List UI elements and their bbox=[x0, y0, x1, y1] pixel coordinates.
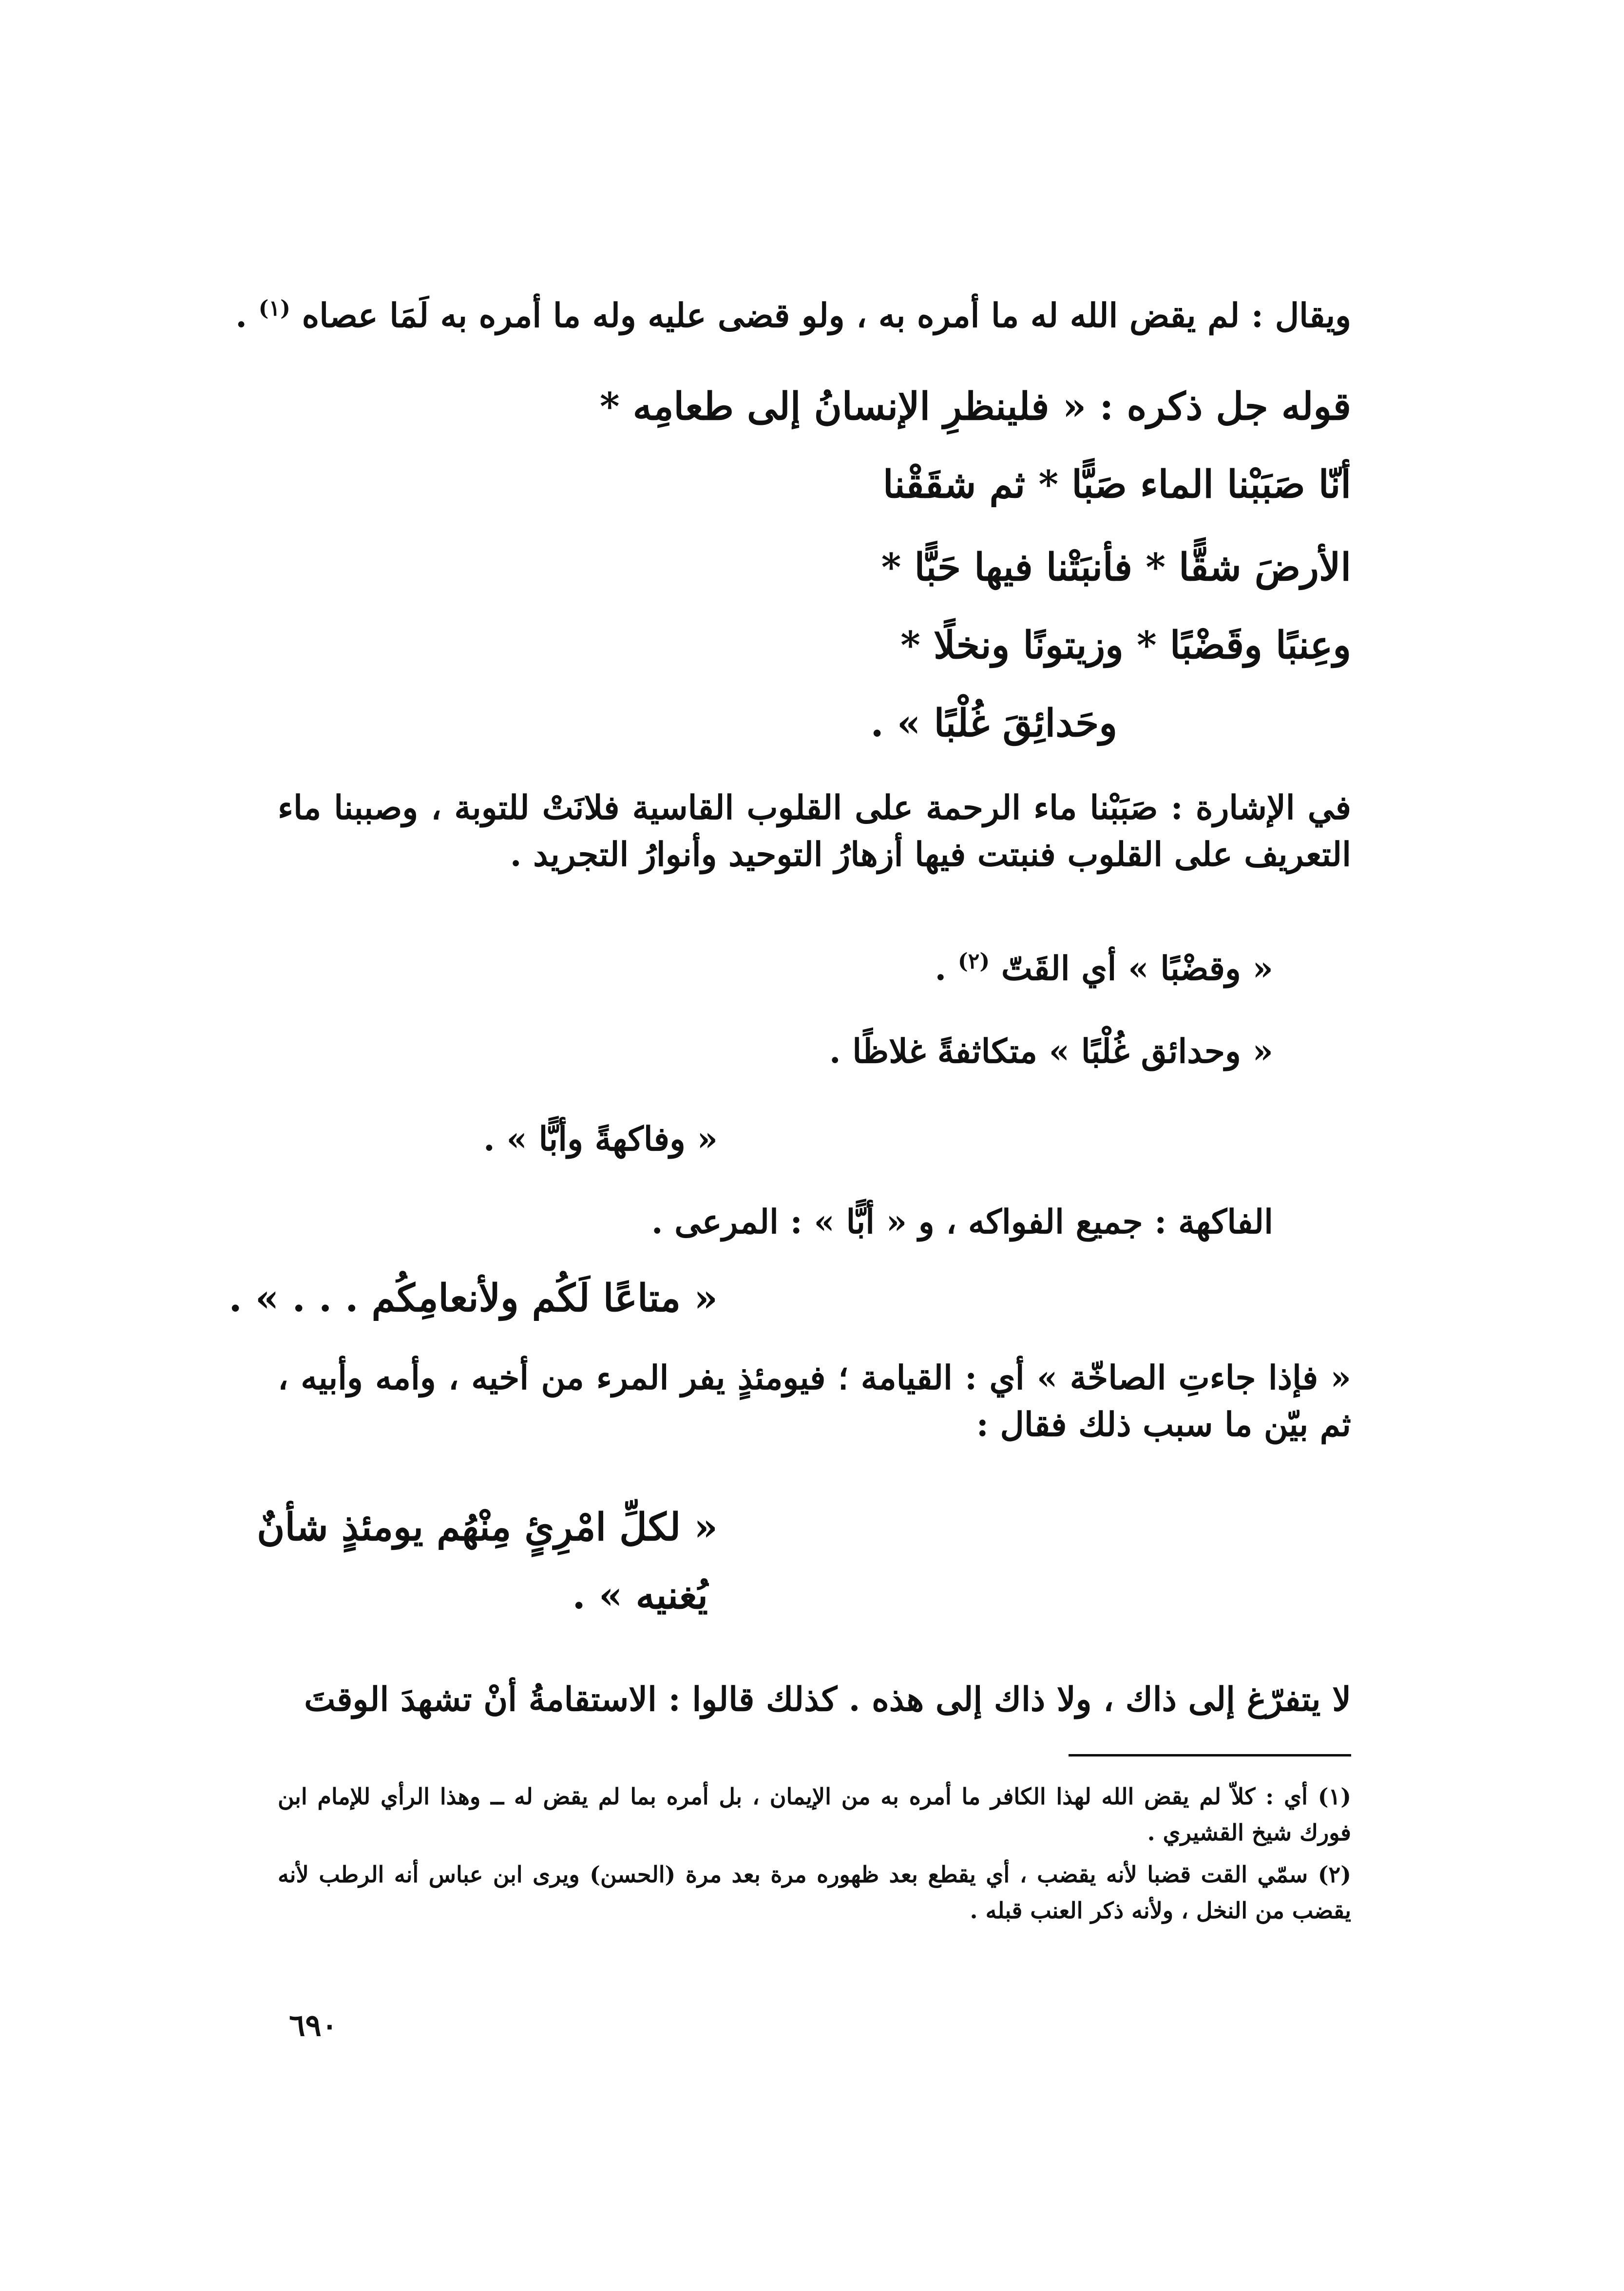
verse-line bbox=[600, 380, 1351, 434]
line-text: « وفاكهةً وأبًّا » . bbox=[483, 1120, 718, 1159]
verse-line bbox=[229, 1272, 718, 1325]
line-text: « لكلِّ امْرِئٍ مِنْهُم يومئذٍ شأنٌ bbox=[257, 1505, 718, 1549]
line-text: الأرضَ شقًّا * فأنبَتْنا فيها حَبًّا * bbox=[881, 545, 1351, 590]
line-text: لا يتفرّغ إلى ذاك ، ولا ذاك إلى هذه . كذلك قالوا : الاستقامةُ أنْ تشهدَ الوقتَ bbox=[304, 1680, 1351, 1719]
line-text: « متاعًا لَكُم ولأنعامِكُم . . . » . bbox=[229, 1276, 718, 1320]
line-text: وعِنبًا وقَضْبًا * وزيتونًا ونخلًا * bbox=[900, 623, 1351, 668]
line-text: الفاكهة : جميع الفواكه ، و « أبًّا » : المرعى . bbox=[651, 1203, 1273, 1241]
footnote bbox=[278, 1856, 1351, 1928]
verse-line bbox=[883, 458, 1351, 512]
text-line bbox=[235, 292, 1351, 339]
page-number: ٦٩٠ bbox=[289, 2007, 338, 2043]
line-text: ويقال : لم يقض الله له ما أمره به ، ولو قضى عليه وله ما أمره به لَمَا عصاه bbox=[302, 296, 1351, 335]
footnote-divider bbox=[1069, 1754, 1351, 1756]
line-text: « وقضْبًا » أي القَتّ bbox=[1001, 949, 1273, 988]
line-text-tail: . bbox=[935, 949, 947, 988]
line-text: قوله جل ذكره : « فلينظرِ الإنسانُ إلى طعامِه * bbox=[599, 384, 1351, 429]
line-text: وحَدائِقَ غُلْبًا » . bbox=[870, 701, 1117, 745]
paragraph-text: في الإشارة : صَبَبْنا ماء الرحمة على القلوب القاسية فلانَتْ للتوبة ، وصببنا ماء التعريف على القلوب فنبتت فيها أزهارُ التوحيد وأنوارُ التجريد . bbox=[278, 788, 1351, 874]
text-line bbox=[483, 1116, 718, 1163]
paragraph-text: « فإذا جاءتِ الصاخّة » أي : القيامة ؛ فيومئذٍ يفر المرء من أخيه ، وأمه وأبيه ، ثم بيّن ما سبب ذلك فقال : bbox=[278, 1358, 1351, 1444]
footnote bbox=[278, 1778, 1351, 1851]
line-text-tail: . bbox=[235, 296, 247, 335]
line-text: أنّا صَبَبْنا الماء صَبًّا * ثم شقَقْنا bbox=[882, 462, 1351, 507]
verse-line bbox=[573, 1569, 708, 1623]
line-text: يُغنيه » . bbox=[572, 1573, 708, 1618]
text-line bbox=[304, 1676, 1351, 1723]
verse-line bbox=[900, 619, 1351, 672]
line-text: « وحدائق غُلْبًا » متكاثفةً غلاظًا . bbox=[829, 1032, 1273, 1071]
text-line bbox=[829, 1028, 1273, 1075]
verse-line bbox=[870, 697, 1117, 750]
text-line bbox=[935, 945, 1273, 992]
footnote-text: (٢) سمّي القت قضبا لأنه يقضب ، أي يقطع بعد ظهوره مرة بعد مرة (الحسن) ويرى ابن عباس أنه الرطب لأنه يقضب من النخل ، ولأنه ذكر العنب قبله . bbox=[278, 1861, 1351, 1924]
footnote-ref: (١) bbox=[258, 296, 290, 321]
footnote-text: (١) أي : كلاّ لم يقض الله لهذا الكافر ما أمره به من الإيمان ، بل أمره بما لم يقض له ــ وهذا الرأي للإمام ابن فورك شيخ القشيري . bbox=[278, 1783, 1351, 1846]
paragraph bbox=[278, 784, 1351, 878]
footnote-ref: (٢) bbox=[957, 949, 990, 974]
text-line bbox=[651, 1199, 1273, 1245]
verse-line bbox=[257, 1501, 718, 1554]
verse-line bbox=[881, 541, 1351, 594]
paragraph bbox=[278, 1355, 1351, 1448]
